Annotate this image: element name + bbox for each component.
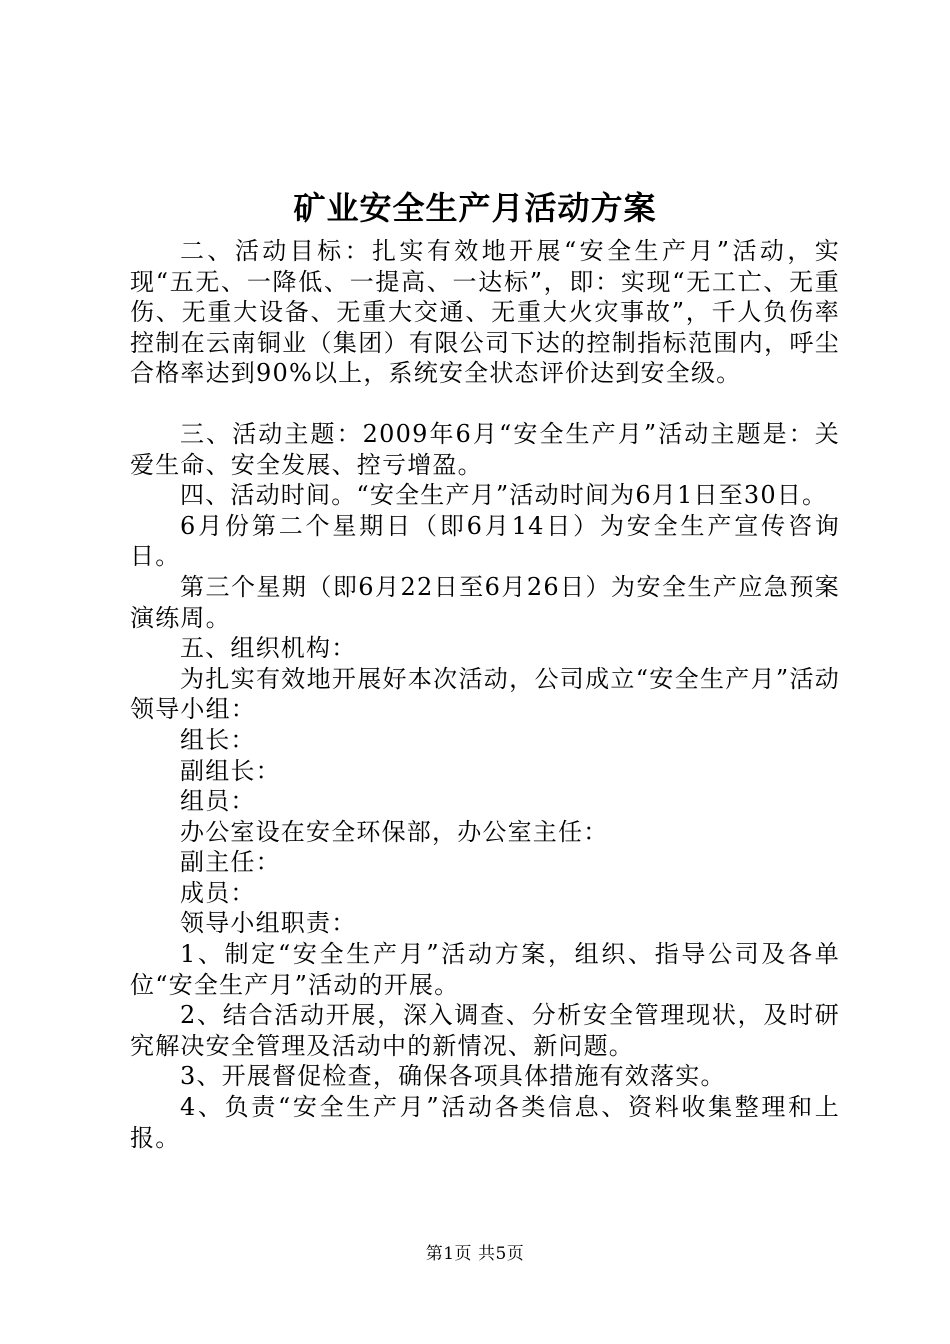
paragraph-activity-goal: 二、活动目标：扎实有效地开展“安全生产月”活动，实现“五无、一降低、一提高、一达标”，即：实现“无工亡、无重伤、无重大设备、无重大交通、无重大火灾事故”，千人负伤率控制在云南铜业（集团）有限公司下达的控制指标范围内，呼尘合格率达到90%以上，系统安全状态评价达到安全级。 [130,237,840,388]
paragraph-members: 成员： [180,878,256,907]
paragraph-office: 办公室设在安全环保部，办公室主任： [180,817,609,846]
paragraph-organization-heading: 五、组织机构： [180,634,357,663]
paragraph-deputy-leader: 副组长： [180,756,281,785]
document-body [130,236,840,1153]
paragraph-duty-1: 1、制定“安全生产月”活动方案，组织、指导公司及各单位“安全生产月”活动的开展。 [130,940,840,999]
paragraph-deputy-director: 副主任： [180,848,281,877]
paragraph-duties-heading: 领导小组职责： [180,909,357,938]
paragraph-duty-4: 4、负责“安全生产月”活动各类信息、资料收集整理和上报。 [130,1093,840,1152]
paragraph-activity-time: 四、活动时间。“安全生产月”活动时间为6月1日至30日。 [180,481,828,510]
paragraph-duty-3: 3、开展督促检查，确保各项具体措施有效落实。 [180,1062,726,1091]
paragraph-group-leader: 组长： [180,725,256,754]
paragraph-duty-2: 2、结合活动开展，深入调查、分析安全管理现状，及时研究解决安全管理及活动中的新情况、新问题。 [130,1001,840,1060]
page-number-footer: 第1页 共5页 [425,1244,525,1264]
paragraph-group-members: 组员： [180,787,256,816]
paragraph-leading-group: 为扎实有效地开展好本次活动，公司成立“安全生产月”活动领导小组： [130,664,840,724]
paragraph-activity-theme: 三、活动主题：2009年6月“安全生产月”活动主题是：关爱生命、安全发展、控亏增盈。 [130,419,840,479]
document-title: 矿业安全生产月活动方案 [293,189,657,227]
paragraph-drill-week: 第三个星期（即6月22日至6月26日）为安全生产应急预案演练周。 [130,572,840,632]
paragraph-publicity-day: 6月份第二个星期日（即6月14日）为安全生产宣传咨询日。 [130,511,840,571]
